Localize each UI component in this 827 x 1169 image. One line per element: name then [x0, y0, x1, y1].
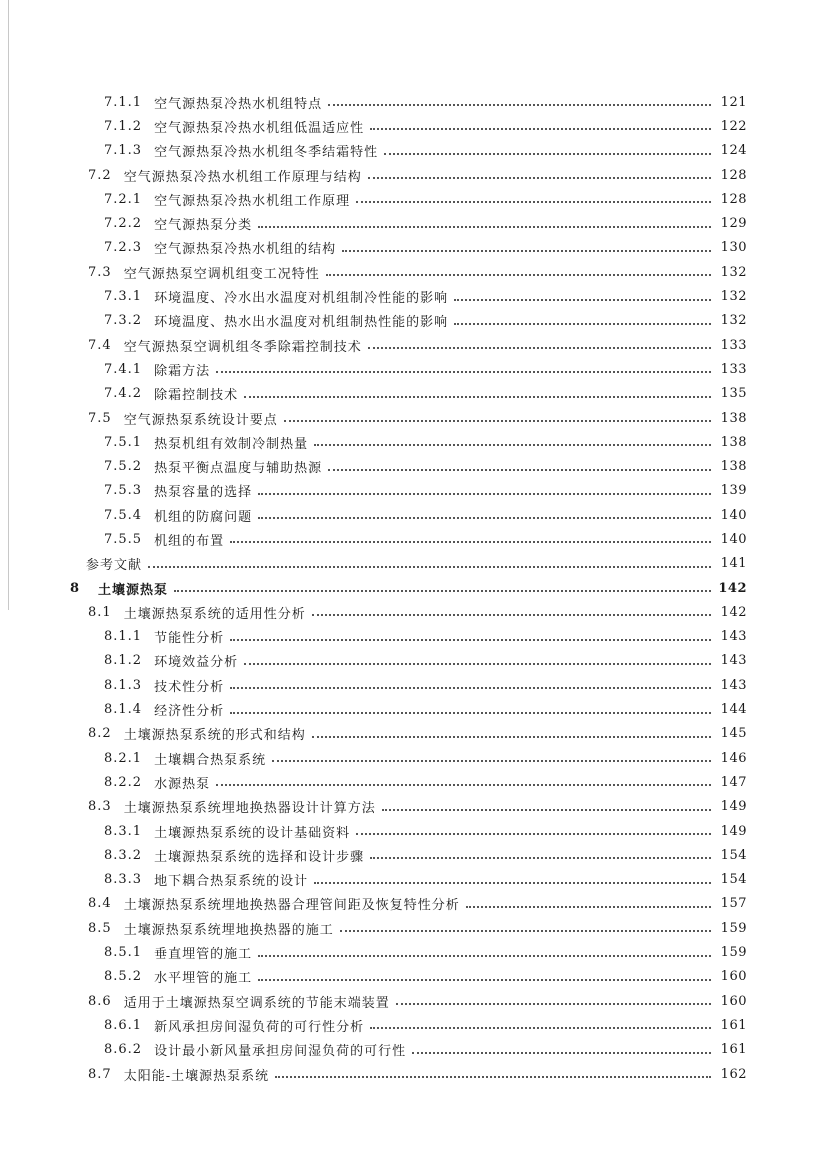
- toc-entry-page: 149: [720, 799, 747, 815]
- toc-entry[interactable]: [0, 357, 827, 381]
- toc-entry[interactable]: [0, 187, 827, 211]
- toc-entry-title: 经济性分析: [154, 704, 225, 720]
- toc-dot-leader: [328, 469, 711, 471]
- toc-entry-title: 环境效益分析: [154, 655, 239, 671]
- toc-entry-page: 135: [720, 386, 747, 402]
- toc-dot-leader: [244, 396, 711, 398]
- toc-entry-title: 新风承担房间湿负荷的可行性分析: [154, 1019, 365, 1035]
- toc-entry[interactable]: [0, 965, 827, 989]
- toc-entry-title: 机组的布置: [154, 533, 225, 549]
- toc-entry-title: 节能性分析: [154, 631, 225, 647]
- toc-entry-page: 130: [720, 240, 747, 256]
- toc-entry-page: 138: [720, 459, 747, 475]
- toc-entry-title: 空气源热泵分类: [154, 218, 253, 234]
- toc-entry-page: 154: [720, 872, 747, 888]
- toc-dot-leader: [148, 566, 711, 568]
- toc-entry-number: 8.1.3: [104, 677, 143, 693]
- toc-dot-leader: [314, 882, 711, 884]
- toc-entry-title: 空气源热泵冷热水机组工作原理: [154, 193, 351, 209]
- toc-entry-title: 适用于土壤源热泵空调系统的节能末端装置: [123, 995, 390, 1011]
- toc-entry-page: 143: [720, 653, 747, 669]
- toc-entry-number: 7.1.1: [104, 94, 143, 110]
- toc-entry-page: 128: [720, 191, 747, 207]
- toc-dot-leader: [230, 687, 711, 689]
- toc-entry[interactable]: [0, 770, 827, 794]
- toc-entry-title: 设计最小新风量承担房间湿负荷的可行性: [154, 1044, 407, 1060]
- toc-entry-page: 143: [720, 629, 747, 645]
- toc-dot-leader: [368, 177, 711, 179]
- toc-entry[interactable]: [0, 576, 827, 600]
- toc-entry[interactable]: [0, 916, 827, 940]
- toc-entry[interactable]: [0, 139, 827, 163]
- toc-dot-leader: [258, 979, 711, 981]
- toc-entry-title: 水源热泵: [154, 776, 211, 792]
- toc-dot-leader: [312, 736, 711, 738]
- toc-entry-page: 129: [720, 216, 747, 232]
- toc-entry-title: 技术性分析: [154, 679, 225, 695]
- toc-entry[interactable]: [0, 989, 827, 1013]
- toc-entry-page: 144: [720, 702, 747, 718]
- toc-entry-title: 土壤源热泵系统埋地换热器设计计算方法: [123, 801, 376, 817]
- toc-dot-leader: [466, 906, 711, 908]
- toc-entry[interactable]: [0, 163, 827, 187]
- toc-entry[interactable]: [0, 868, 827, 892]
- toc-entry-title: 空气源热泵冷热水机组的结构: [154, 242, 337, 258]
- toc-entry-number: 7.4.1: [104, 361, 143, 377]
- toc-entry-number: 7.5.4: [104, 507, 143, 523]
- toc-entry-number: 7.5.3: [104, 483, 143, 499]
- toc-entry-number: 7.3.2: [104, 313, 143, 329]
- toc-entry[interactable]: [0, 527, 827, 551]
- toc-entry-number: 8.2: [88, 726, 112, 742]
- toc-dot-leader: [275, 1076, 711, 1078]
- toc-entry-title: 水平埋管的施工: [154, 971, 253, 987]
- toc-dot-leader: [356, 833, 711, 835]
- toc-entry-number: 8.3.2: [104, 847, 143, 863]
- toc-entry[interactable]: [0, 114, 827, 138]
- toc-entry-page: 160: [720, 969, 747, 985]
- toc-entry-page: 145: [720, 726, 747, 742]
- toc-entry-number: 8.3.3: [104, 872, 143, 888]
- toc-entry-page: 138: [720, 410, 747, 426]
- toc-dot-leader: [230, 639, 711, 641]
- toc-entry-page: 132: [720, 264, 747, 280]
- toc-entry-page: 142: [720, 604, 747, 620]
- toc-entry[interactable]: [0, 454, 827, 478]
- toc-dot-leader: [454, 299, 711, 301]
- toc-entry-number: 8.1.4: [104, 702, 143, 718]
- toc-entry-title: 地下耦合热泵系统的设计: [154, 874, 309, 890]
- toc-entry-page: 160: [720, 993, 747, 1009]
- toc-entry-page: 124: [720, 143, 747, 159]
- toc-entry-title: 土壤源热泵系统的适用性分析: [123, 606, 306, 622]
- toc-entry[interactable]: [0, 697, 827, 721]
- toc-entry-title: 空气源热泵空调机组冬季除霜控制技术: [123, 339, 362, 355]
- toc-entry-title: 热泵机组有效制冷制热量: [154, 436, 309, 452]
- toc-entry-title: 热泵容量的选择: [154, 485, 253, 501]
- toc-entry-number: 7.2: [88, 167, 112, 183]
- toc-entry[interactable]: [0, 819, 827, 843]
- toc-entry-page: 133: [720, 361, 747, 377]
- toc-entry-page: 138: [720, 434, 747, 450]
- toc-dot-leader: [284, 420, 711, 422]
- toc-entry-title: 土壤源热泵系统的设计基础资料: [154, 825, 351, 841]
- toc-entry[interactable]: [0, 1013, 827, 1037]
- toc-dot-leader: [412, 1052, 711, 1054]
- toc-entry[interactable]: [0, 503, 827, 527]
- toc-entry-number: 7.3: [88, 264, 112, 280]
- toc-entry[interactable]: [0, 90, 827, 114]
- toc-entry-number: 8.3: [88, 799, 112, 815]
- toc-dot-leader: [340, 930, 711, 932]
- toc-entry-number: 8.5.2: [104, 969, 143, 985]
- toc-entry-number: 7.5.5: [104, 531, 143, 547]
- toc-entry[interactable]: [0, 406, 827, 430]
- toc-entry-number: 8: [70, 580, 81, 596]
- toc-entry-page: 159: [720, 920, 747, 936]
- toc-entry-number: 7.5.1: [104, 434, 143, 450]
- toc-entry[interactable]: [0, 673, 827, 697]
- toc-entry[interactable]: [0, 284, 827, 308]
- toc-entry-number: 7.2.1: [104, 191, 143, 207]
- toc-entry-page: 161: [720, 1017, 747, 1033]
- toc-dot-leader: [258, 955, 711, 957]
- toc-entry-page: 141: [720, 556, 747, 572]
- toc-entry-number: 8.7: [88, 1066, 112, 1082]
- toc-dot-leader: [312, 614, 711, 616]
- toc-entry[interactable]: [0, 892, 827, 916]
- toc-entry-title: 空气源热泵冷热水机组冬季结霜特性: [154, 145, 379, 161]
- toc-entry-number: 8.6.1: [104, 1017, 143, 1033]
- toc-entry-number: 7.3.1: [104, 289, 143, 305]
- toc-dot-leader: [216, 371, 711, 373]
- toc-entry-number: 7.2.3: [104, 240, 143, 256]
- toc-entry-page: 122: [720, 118, 747, 134]
- toc-entry-number: 7.4: [88, 337, 112, 353]
- toc-entry-page: 159: [720, 945, 747, 961]
- toc-entry-number: 8.5: [88, 920, 112, 936]
- toc-entry[interactable]: [0, 430, 827, 454]
- toc-entry-title: 空气源热泵系统设计要点: [123, 412, 278, 428]
- toc-dot-leader: [370, 128, 711, 130]
- toc-entry-title: 空气源热泵冷热水机组工作原理与结构: [123, 169, 362, 185]
- toc-entry-page: 139: [720, 483, 747, 499]
- table-of-contents: [0, 90, 827, 1086]
- toc-dot-leader: [174, 590, 711, 592]
- toc-entry-page: 140: [720, 531, 747, 547]
- toc-dot-leader: [342, 250, 711, 252]
- toc-entry[interactable]: [0, 479, 827, 503]
- toc-entry-page: 154: [720, 847, 747, 863]
- toc-entry-page: 133: [720, 337, 747, 353]
- toc-entry-page: 142: [718, 580, 747, 596]
- toc-entry[interactable]: [0, 940, 827, 964]
- toc-entry[interactable]: [0, 625, 827, 649]
- toc-entry[interactable]: [0, 552, 827, 576]
- toc-dot-leader: [230, 712, 711, 714]
- toc-dot-leader: [244, 663, 711, 665]
- toc-entry-title: 垂直埋管的施工: [154, 947, 253, 963]
- toc-dot-leader: [396, 1003, 711, 1005]
- toc-entry-title: 环境温度、冷水出水温度对机组制冷性能的影响: [154, 291, 449, 307]
- toc-dot-leader: [356, 201, 711, 203]
- toc-entry[interactable]: [0, 1038, 827, 1062]
- toc-entry-number: 8.3.1: [104, 823, 143, 839]
- toc-entry-title: 参考文献: [86, 558, 143, 574]
- toc-entry[interactable]: [0, 236, 827, 260]
- toc-entry[interactable]: [0, 382, 827, 406]
- toc-entry-title: 土壤源热泵: [98, 582, 169, 598]
- toc-entry-page: 128: [720, 167, 747, 183]
- toc-entry-title: 土壤源热泵系统的选择和设计步骤: [154, 849, 365, 865]
- toc-dot-leader: [258, 493, 711, 495]
- toc-entry-title: 除霜控制技术: [154, 388, 239, 404]
- toc-entry-title: 热泵平衡点温度与辅助热源: [154, 461, 323, 477]
- toc-entry[interactable]: [0, 211, 827, 235]
- toc-entry-page: 157: [720, 896, 747, 912]
- toc-dot-leader: [368, 347, 711, 349]
- toc-entry-page: 143: [720, 677, 747, 693]
- toc-dot-leader: [230, 541, 711, 543]
- toc-dot-leader: [314, 444, 711, 446]
- toc-dot-leader: [370, 1027, 711, 1029]
- toc-entry-title: 土壤源热泵系统的形式和结构: [123, 728, 306, 744]
- toc-entry-page: 147: [720, 774, 747, 790]
- toc-entry-title: 土壤源热泵系统埋地换热器的施工: [123, 922, 334, 938]
- toc-dot-leader: [258, 226, 711, 228]
- toc-entry[interactable]: [0, 843, 827, 867]
- toc-entry-number: 8.4: [88, 896, 112, 912]
- toc-entry-page: 132: [720, 313, 747, 329]
- toc-entry-number: 8.6.2: [104, 1042, 143, 1058]
- toc-entry-number: 8.2.2: [104, 774, 143, 790]
- toc-dot-leader: [454, 323, 711, 325]
- toc-entry-number: 8.1.2: [104, 653, 143, 669]
- toc-entry-title: 除霜方法: [154, 363, 211, 379]
- toc-entry-number: 8.2.1: [104, 750, 143, 766]
- toc-entry-page: 132: [720, 289, 747, 305]
- toc-entry-page: 146: [720, 750, 747, 766]
- toc-entry[interactable]: [0, 1062, 827, 1086]
- toc-dot-leader: [370, 857, 711, 859]
- toc-dot-leader: [326, 274, 711, 276]
- toc-entry-page: 161: [720, 1042, 747, 1058]
- toc-entry[interactable]: [0, 333, 827, 357]
- toc-entry-title: 土壤源热泵系统埋地换热器合理管间距及恢复特性分析: [123, 898, 460, 914]
- toc-entry[interactable]: [0, 309, 827, 333]
- toc-dot-leader: [382, 809, 711, 811]
- toc-entry[interactable]: [0, 260, 827, 284]
- toc-entry-title: 空气源热泵冷热水机组低温适应性: [154, 120, 365, 136]
- toc-entry-title: 土壤耦合热泵系统: [154, 752, 267, 768]
- toc-entry[interactable]: [0, 722, 827, 746]
- toc-entry-number: 8.1.1: [104, 629, 143, 645]
- toc-entry-page: 162: [720, 1066, 747, 1082]
- toc-entry-number: 7.5: [88, 410, 112, 426]
- toc-entry-page: 140: [720, 507, 747, 523]
- toc-dot-leader: [384, 153, 711, 155]
- toc-entry-number: 7.2.2: [104, 216, 143, 232]
- toc-entry-page: 149: [720, 823, 747, 839]
- toc-entry-number: 7.4.2: [104, 386, 143, 402]
- toc-entry-number: 8.6: [88, 993, 112, 1009]
- toc-entry-title: 太阳能-土壤源热泵系统: [123, 1068, 270, 1084]
- toc-entry-title: 空气源热泵冷热水机组特点: [154, 96, 323, 112]
- toc-entry-number: 7.1.2: [104, 118, 143, 134]
- toc-entry-title: 机组的防腐问题: [154, 509, 253, 525]
- toc-dot-leader: [216, 784, 711, 786]
- toc-dot-leader: [328, 104, 711, 106]
- toc-entry-title: 空气源热泵空调机组变工况特性: [123, 266, 320, 282]
- toc-entry-number: 8.1: [88, 604, 112, 620]
- toc-entry-number: 8.5.1: [104, 945, 143, 961]
- toc-entry-page: 121: [720, 94, 747, 110]
- toc-dot-leader: [258, 517, 711, 519]
- toc-entry-number: 7.5.2: [104, 459, 143, 475]
- toc-entry-title: 环境温度、热水出水温度对机组制热性能的影响: [154, 315, 449, 331]
- toc-entry-number: 7.1.3: [104, 143, 143, 159]
- toc-entry[interactable]: [0, 795, 827, 819]
- toc-entry[interactable]: [0, 649, 827, 673]
- toc-dot-leader: [272, 760, 711, 762]
- toc-entry[interactable]: [0, 600, 827, 624]
- toc-entry[interactable]: [0, 746, 827, 770]
